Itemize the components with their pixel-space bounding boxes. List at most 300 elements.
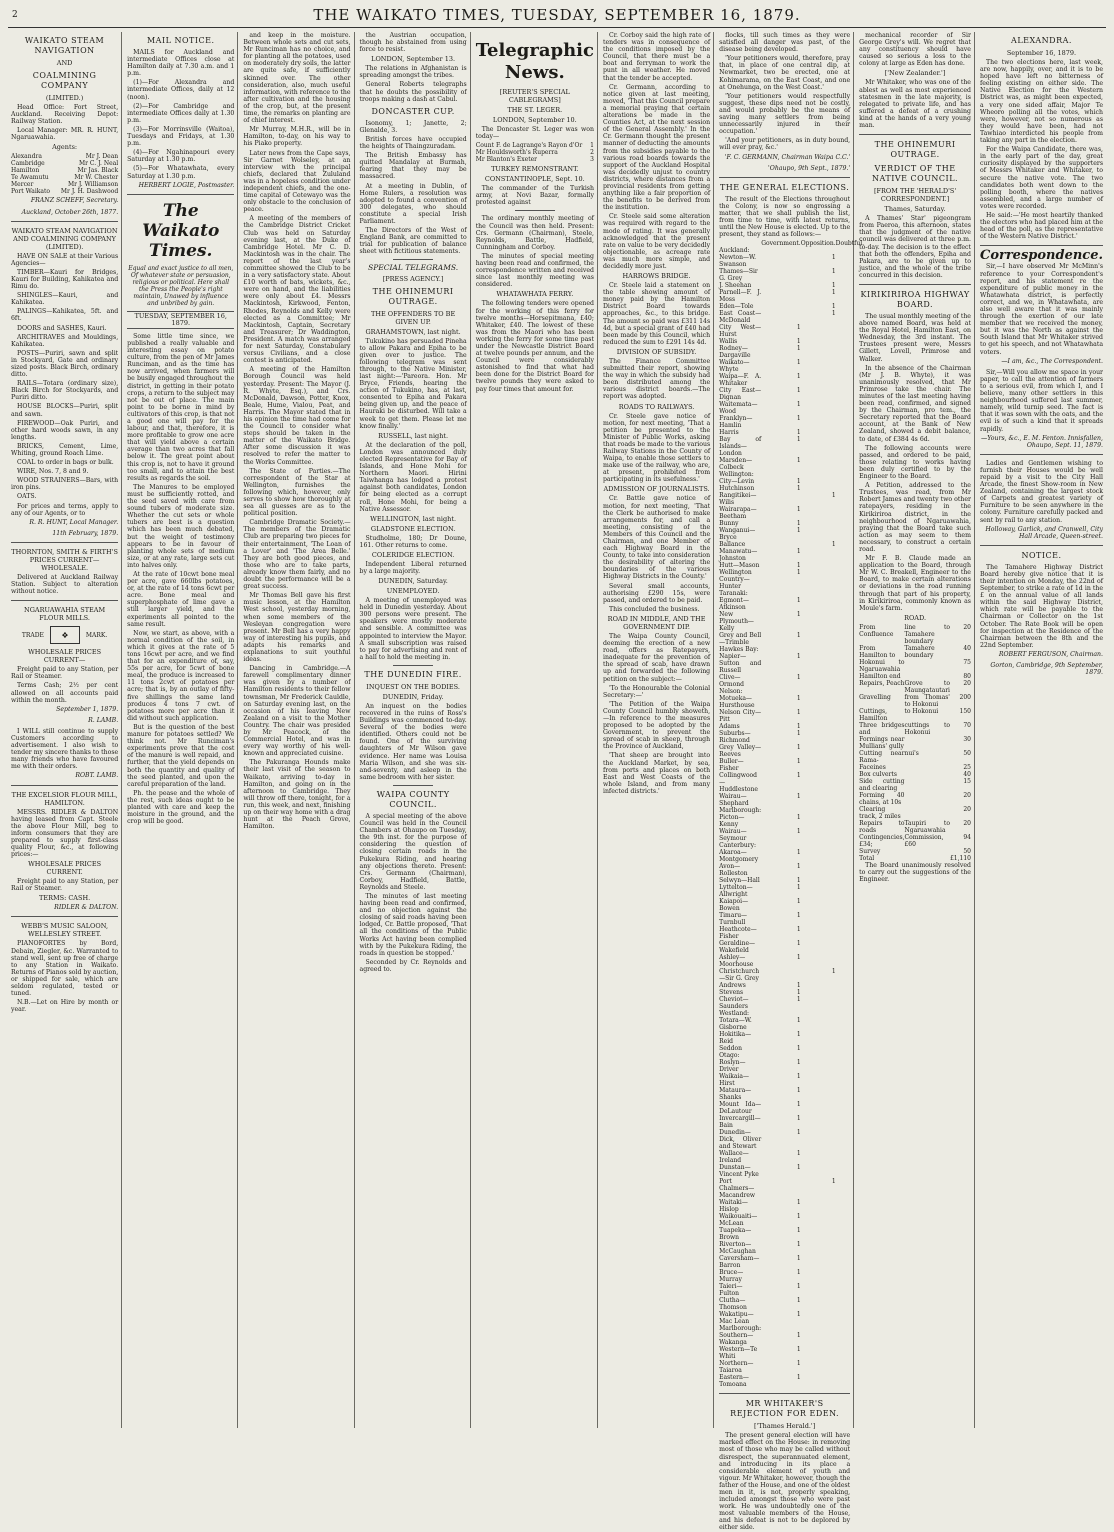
election-row xyxy=(719,478,864,485)
letter-text: Sir,—Will you allow me space in your paper, to call the attention of farmers to a serious evil, from which I, and I believe, many other settlers in this neighbourhood suffered last summer, namely, wild turnip seed. The fact is that it was sown with the oats, and the evil is of such a kind that it spreads rapidly. xyxy=(979,368,1104,433)
letter-signature: —I am, &c., The Correspondent. xyxy=(1001,357,1104,365)
section-heading: SPECIAL TELEGRAMS. xyxy=(368,263,459,273)
election-row xyxy=(719,828,864,842)
divider xyxy=(515,210,555,211)
ad-text: N.B.—Let on Hire by month or year. xyxy=(11,999,119,1014)
table-cell: 20 xyxy=(963,623,971,631)
election-row xyxy=(719,912,864,926)
schedule-title: ROAD. xyxy=(904,613,927,622)
news-text: General Roberts telegraphs that he doubts the possibility of troops making a dash at Cabul. xyxy=(359,81,467,103)
news-text: Mr Murray, M.H.R., will be in Hamilton, to-day, on his way to his Piako property. xyxy=(243,126,351,148)
news-text: Studholme, 180; Dr Doune, 161. Other returns to come. xyxy=(359,534,467,549)
table-cell: New Plymouth—Kelly xyxy=(719,611,754,633)
section-subheading: THE ST. LEGER. xyxy=(507,106,563,114)
ad-date: 11th February, 1879. xyxy=(52,529,119,537)
election-row xyxy=(719,709,864,723)
schedule-row xyxy=(859,708,971,722)
schedule-row xyxy=(859,659,971,673)
table-cell: 15 xyxy=(963,777,971,785)
table-cell xyxy=(801,646,836,653)
table-cell: 1 xyxy=(796,1087,801,1095)
ad-heading: WHOLESALE PRICES CURRENT— xyxy=(28,648,102,665)
table-cell: 1 xyxy=(796,1311,801,1319)
table-cell: Contingencies, £34; xyxy=(859,833,905,848)
table-cell xyxy=(801,429,836,436)
table-cell xyxy=(904,792,949,806)
table-cell: Invercargill—Bain xyxy=(719,1115,761,1130)
schedule-row xyxy=(859,771,971,778)
news-text: This concluded the business. xyxy=(608,605,700,613)
table-cell: 1 xyxy=(796,1269,801,1277)
table-cell: Hutt—Mason xyxy=(719,562,760,570)
ad-terms: TERMS: CASH. xyxy=(38,894,91,903)
table-cell xyxy=(801,793,836,807)
table-cell: Wanganui—Bryce xyxy=(719,527,756,542)
table-cell: 1 xyxy=(796,359,801,367)
column-header: Opposition. xyxy=(800,240,836,248)
table-cell: 1 xyxy=(796,898,801,906)
table-cell: 1 xyxy=(796,457,801,465)
table-cell: Egmont—Atkinson xyxy=(719,597,749,612)
table-cell xyxy=(801,1241,836,1255)
editorial-text: Now, we start, as above, with a normal condition of the soil, in which it gives at the rate of 5 tons 16cwt per acre, and we find that for an expenditure of, say, 55s per acre, for 5cwt of bone meal, the produce is increased to 11 tons 2cwt of potatoes per acre; that is, by an outlay of fifty-five shillings the same land produces 4 tons 7 cwt. of potatoes more per acre than it did without such application. xyxy=(127,629,235,722)
ad-signature: ROBT. LAMB. xyxy=(75,772,119,780)
dateline: WELLINGTON, last night. xyxy=(370,514,457,523)
table-cell xyxy=(801,1269,836,1283)
news-text: Cr. Steele said some alteration was required with regard to the mode of rating. It was generally acknowledged that the present rate on value to be very decidedly objectionable, as acreage rate was much more simple, and decidedly more just. xyxy=(602,213,711,270)
table-cell: Hamilton xyxy=(11,167,40,175)
table-cell: 1 xyxy=(796,387,801,395)
table-cell: Clive—Ormond xyxy=(719,674,744,689)
table-cell xyxy=(801,954,836,968)
table-cell xyxy=(801,1227,836,1241)
schedule-row xyxy=(859,624,971,645)
table-cell xyxy=(904,736,949,750)
table-cell: Wellington: xyxy=(719,471,754,479)
table-cell: Bruce—Murray xyxy=(719,1269,744,1284)
table-cell: Mr J. H. Dashwood xyxy=(60,188,119,196)
section-subheading: ['Thames Herald.'] xyxy=(754,1422,816,1431)
ad-text: MESSRS. RIDLER & DALTON having leased from Capt. Steele the above Flour Mill, beg to inform consumers that they are prepared to supply first-class quality Flour, &c., at following prices:— xyxy=(11,808,119,859)
ad-heading: THE EXCELSIOR FLOUR MILL, HAMILTON. xyxy=(11,790,118,807)
election-row xyxy=(719,562,864,569)
table-cell: 1 xyxy=(796,1255,801,1263)
table-cell xyxy=(801,597,836,611)
table-cell: Hutchinson xyxy=(719,485,755,493)
column-2 xyxy=(124,32,238,1428)
table-cell: Totara—W. Gisborne xyxy=(719,1017,752,1032)
st-leger-results xyxy=(476,142,594,163)
election-row xyxy=(719,1199,864,1213)
table-cell xyxy=(761,471,801,478)
table-cell: Avon—Rolleston xyxy=(719,863,748,878)
news-text: The Pakuranga Hounds make their last visit of the season to Waikato, arriving to-day in Hamilton, and going on in the afternoon to Cambridge. They will throw off there, tonight, for a run, this week, and next, finishing up on their way home with a drag hunt at the Peach Grove, Hamilton. xyxy=(243,759,351,831)
table-cell: Eden—Tole xyxy=(719,303,754,311)
table-cell: Total xyxy=(859,854,875,862)
table-cell: Bay of Islands—London xyxy=(719,436,762,458)
table-cell: 1 xyxy=(831,492,836,500)
ad-text: Delivered at Auckland Railway Station. Subject to alteration without notice. xyxy=(11,573,119,596)
news-text: The Waipa County Council, deeming the erection of a new road, offers as Ratepayers, inadequate for the prevention of the spread of scab, have drawn up and forwarded the following petition on the subject:— xyxy=(602,632,711,683)
issue-date: TUESDAY, SEPTEMBER 16, 1879. xyxy=(127,311,234,329)
divider xyxy=(11,542,118,543)
ad-text: I WILL still continue to supply Customers according to advertisement. I also wish to tender my sincere thanks to those many friends who have favoured me with their orders. xyxy=(11,727,119,771)
ad-text: PIANOFORTES by Bord, Debain, Ziegler, &c. Warranted to stand well, sent up free of charge to any Station in Waikato. Returns of Pianos sold by auction, or shipped for sale, which are seldom regulated, tested or tuned. xyxy=(11,940,119,998)
table-cell: 1 xyxy=(796,548,801,556)
election-row xyxy=(719,989,864,996)
agents-title: Agents: xyxy=(52,143,78,152)
table-cell: 1 xyxy=(796,849,801,857)
election-row xyxy=(719,877,864,884)
schedule-row xyxy=(859,778,971,792)
news-text: A meeting of unemployed was held in Dunedin yesterday. About 300 persons were present. The speakers were mostly moderate and sensible. A committee was appointed to interview the Mayor. A small subscription was raised to pay for advertising and rent of a hall to hold the meeting in. xyxy=(359,597,467,661)
editorial-text: But is the question of the best manure for potatoes settled? We think not. Mr Runciman's experiments prove that the cost of the manure is well repaid, and further, that the yield depends on both the quantity and quality of the seed planted, and upon the careful preparation of the land. xyxy=(127,723,235,788)
table-cell: Nelson City—Pitt xyxy=(719,709,762,724)
election-row xyxy=(719,1255,864,1269)
table-cell: 1 xyxy=(796,793,801,801)
election-row xyxy=(719,569,864,590)
table-cell: Wellington Country—Hunter xyxy=(719,569,752,591)
table-cell xyxy=(904,764,949,771)
table-cell xyxy=(801,842,836,849)
table-cell: From Confluence xyxy=(859,623,894,638)
table-cell: Motueka—Hursthouse xyxy=(719,695,755,710)
section-subheading: DIVISION OF SUBSIDY. xyxy=(616,347,697,356)
news-text: 'And your petitioners, as in duty bound, will ever pray, &c.' xyxy=(719,137,851,152)
table-cell: Hokitika—Reid xyxy=(719,1031,752,1046)
table-cell: Buller—Fisher xyxy=(719,758,744,773)
column-9 xyxy=(977,32,1106,1428)
ad-text: RAILS—Totara (ordinary size), Black Birch for Stockyards, and Puriri ditto. xyxy=(11,380,119,402)
table-cell: Heathcote—Fisher xyxy=(719,926,757,941)
table-cell: Marsden—Colbeck xyxy=(719,457,753,472)
ad-text: PALINGS—Kahikatea, 5ft. and 6ft. xyxy=(11,308,119,323)
election-row xyxy=(719,611,864,632)
table-cell xyxy=(801,1332,836,1346)
ad-text: HAVE ON SALE at their Various Agencies— xyxy=(11,252,119,267)
election-row xyxy=(719,1346,864,1360)
table-cell: 1 xyxy=(796,632,801,640)
table-cell: Roslyn—Driver xyxy=(719,1059,746,1074)
table-cell: 1 xyxy=(831,289,836,297)
news-text: He said:—'He most heartily thanked the electors who had placed him at the head of the poll, as the representative of the Western Native District.' xyxy=(979,211,1104,241)
table-cell xyxy=(801,1129,836,1150)
table-cell xyxy=(801,1010,836,1017)
section-subheading: THE OFFENDERS TO BE GIVEN UP. xyxy=(370,309,456,326)
table-cell: 1 xyxy=(796,506,801,514)
table-cell: Grey Valley—Reeves xyxy=(719,744,762,759)
table-cell: Napier—Sutton and Russell xyxy=(719,653,762,675)
table-cell: Thames—Sir G. Grey xyxy=(719,268,758,283)
table-cell xyxy=(801,1311,836,1325)
table-cell xyxy=(801,1017,836,1031)
table-cell: Gravelling xyxy=(859,693,891,701)
divider xyxy=(11,785,118,786)
divider xyxy=(127,194,234,195)
news-text: The Directors of the West of England Bank, are committed to trial for publication of balance sheet with fictitious statements. xyxy=(359,227,467,256)
table-cell xyxy=(801,436,836,457)
table-cell xyxy=(801,653,836,674)
table-cell: Hawkes Bay: xyxy=(719,646,759,654)
news-text: The State of Parties.—The correspondent of the Star at Wellington, furnishes the following which, however, only serves to show how thoroughly at sea all guesses are as to the political position. xyxy=(243,467,351,518)
table-cell: 1 xyxy=(831,541,836,549)
table-cell: 50 xyxy=(963,847,971,855)
election-row xyxy=(719,688,864,695)
ad-text: Local Manager: MR. R. HUNT, Ngaruawahia. xyxy=(11,127,119,142)
table-cell: 1 xyxy=(796,429,801,437)
table-cell: Mount Ida—DeLautour xyxy=(719,1101,762,1116)
table-cell: Commission, £60 xyxy=(904,833,944,848)
news-text: The ordinary monthly meeting of the Council was then held. Present: Crs. Germann (Chairman), Steele, Reynolds, Battle, Hadfield, Cunningham and Corboy. xyxy=(475,215,594,251)
dateline: LONDON, September 13. xyxy=(371,55,456,64)
table-cell: Mr J. Williamson xyxy=(67,181,119,189)
table-cell: 1 xyxy=(831,303,836,311)
ad-text: FIREWOOD—Oak Puriri, and other hard woods sawn, in any lengths. xyxy=(11,419,119,441)
table-cell: 1 xyxy=(831,254,836,262)
table-cell: 1 xyxy=(796,1101,801,1109)
election-row xyxy=(719,842,864,849)
election-row xyxy=(719,632,864,646)
column-5 xyxy=(473,32,598,1428)
election-row xyxy=(719,996,864,1010)
table-cell xyxy=(801,1255,836,1269)
table-cell: 70 xyxy=(963,721,971,729)
news-text: The Finance Committee submitted their report, showing the way in which the subsidy had been distributed among the various district boards.—The report was adopted. xyxy=(602,357,711,401)
table-cell xyxy=(801,562,836,569)
notice-text: (3)—For Morrinsville (Waitoa), Tuesdays and Fridays, at 1.30 p.m. xyxy=(127,125,235,148)
table-cell: 1 xyxy=(796,996,801,1004)
table-cell: Port Chalmers—Macandrew xyxy=(719,1178,756,1200)
table-cell xyxy=(801,1052,836,1059)
schedule-row xyxy=(859,722,971,736)
result-row xyxy=(476,149,594,156)
news-text: The result of the Elections throughout the Colony, is now so engrossing a matter, that we shall publish the list, from time to time, with latest returns, until the New House is elected. Up to the present, they stand as follows:— xyxy=(719,195,851,239)
news-text: 'To the Honourable the Colonial Secretary:—' xyxy=(602,684,711,699)
table-cell: 1 xyxy=(796,401,801,409)
election-row xyxy=(719,401,864,415)
table-cell xyxy=(761,646,801,653)
table-cell: Marlborough: xyxy=(719,807,762,815)
news-text: Mr Whitaker, who was one of the ablest as well as most experienced statesmen in the late majority, is relegated to private life, and has suffered a defeat of a crushing kind at the hands of a very young man. xyxy=(859,79,971,130)
election-row xyxy=(719,744,864,758)
table-cell: 25 xyxy=(963,763,971,771)
dateline: DUNEDIN, Saturday. xyxy=(378,577,448,586)
table-cell: Cuttings, Hamilton xyxy=(859,707,888,722)
table-cell: 1 xyxy=(796,1346,801,1354)
election-row xyxy=(719,982,864,989)
table-cell: 1 xyxy=(796,982,801,990)
table-cell: Caversham—Barron xyxy=(719,1255,760,1270)
column-3 xyxy=(240,32,354,1428)
divider xyxy=(980,454,1103,455)
ad-text: Terms Cash; 2½ per cent allowed on all accounts paid within the month. xyxy=(11,682,119,704)
election-row xyxy=(719,590,864,597)
election-row xyxy=(719,1213,864,1227)
ad-text: Freight paid to any Station, per Rail or Steamer. xyxy=(11,666,119,681)
election-row xyxy=(719,254,864,268)
table-cell: 2 xyxy=(590,149,594,157)
table-cell: Wakatipu—Mac Lean xyxy=(719,1311,754,1326)
schedule-row xyxy=(859,673,971,680)
section-heading: MAIL NOTICE. xyxy=(146,36,215,45)
table-cell xyxy=(801,1115,836,1129)
election-row xyxy=(719,1227,864,1241)
table-cell xyxy=(801,548,836,562)
trade-label: TRADE xyxy=(21,631,44,639)
election-row xyxy=(719,1297,864,1311)
election-row xyxy=(719,793,864,807)
ad-text: SHINGLES—Kauri, and Kahikatea. xyxy=(11,292,119,307)
table-cell xyxy=(761,492,801,506)
ad-text: COAL to order in bags or bulk. xyxy=(17,459,114,467)
divider xyxy=(859,284,971,285)
agent-row xyxy=(11,188,118,195)
table-cell: 1 xyxy=(796,1059,801,1067)
table-cell xyxy=(801,926,836,940)
table-cell xyxy=(801,401,836,415)
news-text: Cr. Corboy said the high rate of tenders was in consequence of the conditions imposed by the Council, that there must be a boat and ferryman to work the punt in all weather. He moved that the tender be accepted. xyxy=(602,32,711,82)
table-cell: Te Awamutu xyxy=(11,174,49,182)
table-cell: 20 xyxy=(963,819,971,827)
news-text: A meeting of the Hamilton Borough Council was held yesterday. Present: The Mayor (J. R. Whyte, Esq.), and Crs. McDonald, Dawson, Potter, Knox, Beale, Hume, Vialou, Peat, and Harris. The Mayor stated that in his opinion the time had come for the Council to consider what steps should be taken in the matter of the Waikato Bridge. After some discussion it was resolved to refer the matter to the Works Committee. xyxy=(243,366,351,466)
table-cell xyxy=(801,1360,836,1374)
ad-text: WOOD STRAINERS—Bars, with iron pins. xyxy=(11,477,119,492)
column-header: Doubtful. xyxy=(835,240,865,248)
election-row xyxy=(719,520,864,527)
election-row xyxy=(719,1101,864,1115)
election-row xyxy=(719,527,864,541)
column-4 xyxy=(357,32,471,1428)
table-cell xyxy=(801,898,836,912)
ad-text: ARCHITRAVES and Mouldings, Kahikatea. xyxy=(11,333,119,348)
table-cell: 1 xyxy=(796,940,801,948)
table-cell: Kaiapoi—Bowen xyxy=(719,898,749,913)
table-cell xyxy=(801,877,836,884)
news-text: A Thames' Star' pigeongram from Paeroa, this afternoon, states that the judgment of the native council was delivered at three p.m. to-day. The decision is to the effect that both the offenders, Epiha and Pakara, are to be given up to justice, and the whole of the tribe concurred in this decision. xyxy=(859,215,971,279)
news-text: An inquest on the bodies recovered in the ruins of Ross's Buildings was commenced to-day. Several of the bodies were identified. Others could not be found. One of the surviving daughters of Mr Wilson gave evidence. Her name was Louisa Maria Wilson, and she was six-and-seventy, and asleep in the same bedroom with her sister. xyxy=(359,702,467,781)
agent-row xyxy=(11,181,118,188)
news-text: The commander of the Turkish army, at Novi Bazar, formally protested against xyxy=(475,185,594,207)
agent-row xyxy=(11,153,118,160)
section-heading: Correspondence. xyxy=(979,248,1104,264)
table-cell: 20 xyxy=(963,805,971,813)
table-cell xyxy=(801,688,836,695)
table-cell xyxy=(761,590,801,597)
table-cell: 1 xyxy=(796,877,801,885)
table-cell: Newton—W. Swanson xyxy=(719,254,756,269)
ad-signature: FRANZ SCHEFF, Secretary. xyxy=(30,197,119,205)
table-cell: 1 xyxy=(796,1115,801,1123)
ad-text: POSTS—Puriri, sawn and split in Stockyard, Gate and ordinary sized posts. Black Birch, ordinary ditto. xyxy=(11,349,119,379)
table-cell: 80 xyxy=(963,672,971,680)
table-cell: Mercer xyxy=(11,181,34,189)
schedule-row xyxy=(859,834,971,848)
table-cell: Auckland: xyxy=(719,247,750,255)
trade-mark xyxy=(11,626,118,644)
election-row xyxy=(719,1052,864,1059)
table-cell xyxy=(801,1283,836,1297)
election-row xyxy=(719,324,864,338)
dateline: DUNEDIN, Friday. xyxy=(382,692,444,701)
ad-text: TIMBER—Kauri for Bridges, Kauri for Building, Kahikatea and Rimu do. xyxy=(11,268,119,291)
table-cell: Taupiri to Ngaruawahia xyxy=(904,819,950,834)
table-cell: City West—Hurst xyxy=(719,324,762,339)
section-subheading: COLERIDGE ELECTION. xyxy=(371,550,455,559)
news-text: The Doncaster St. Leger was won today— xyxy=(475,126,594,141)
agent-row xyxy=(11,174,118,181)
table-cell xyxy=(801,912,836,926)
editorial-text: Ph. the pease and the whole of the rest, such ideas ought to be planted with care and keep the moisture in the ground, and the crop will be good. xyxy=(127,789,235,826)
section-subheading: TURKEY REMONSTRANT. xyxy=(491,165,579,174)
news-text: 'Your petitioners would respectfully suggest, these dips need not be costly, and would probably be the means of saving many settlers from being unnecessarily injured in their occupation.' xyxy=(719,92,851,136)
table-cell xyxy=(801,989,836,996)
news-text: Independent Liberal returned by a large majority. xyxy=(359,560,467,575)
table-cell: Hamilton end xyxy=(859,672,901,680)
table-cell: Grove to Maungatautari xyxy=(904,679,950,694)
election-row xyxy=(719,1374,864,1388)
table-cell: 1 xyxy=(796,723,801,731)
table-cell xyxy=(801,1087,836,1101)
election-row xyxy=(719,758,864,772)
table-cell xyxy=(801,471,836,478)
election-row xyxy=(719,1283,864,1297)
table-cell: 1 xyxy=(796,1360,801,1368)
table-cell xyxy=(801,457,836,471)
table-cell: Faceines xyxy=(859,763,886,771)
schedule-row xyxy=(859,645,971,659)
trade-mark-icon: ❖ xyxy=(50,626,80,644)
table-cell: Clearing track, 2 miles xyxy=(859,805,901,820)
table-cell: J. Sheehan xyxy=(719,282,752,290)
result-row xyxy=(476,156,594,163)
table-cell xyxy=(904,855,949,862)
table-cell: Tamahere boundary xyxy=(904,644,935,659)
election-row xyxy=(719,954,864,968)
table-cell xyxy=(801,345,836,359)
table-cell: 1 xyxy=(796,772,801,780)
table-cell xyxy=(761,1325,801,1332)
column-header: Government. xyxy=(761,240,801,248)
table-cell xyxy=(761,254,801,268)
table-cell: Otago: xyxy=(719,1052,740,1060)
table-cell xyxy=(801,338,836,345)
table-cell xyxy=(801,247,836,254)
section-heading: THE OHINEMURI OUTRAGE. xyxy=(874,140,956,160)
section-heading: ALEXANDRA. xyxy=(1011,36,1072,45)
news-text: A special meeting of the above Council was held in the Council Chambers at Ohaupo on Tuesday, the 9th inst. for the purpose of considering the question of closing certain roads in the Pukekura Riding, and hearing any objections thereto. Present: Crs. Germann (Chairman), Corboy, Hadfield, Battle, Reynolds and Steele. xyxy=(359,812,467,891)
news-text: Dancing in Cambridge.—A farewell complimentary dinner was given by a number of Hamilton residents to their fellow townsman, Mr Frederick Cauldle, on Saturday evening last, on the occasion of his leaving New Zealand on a visit to the Mother Country. The chair was presided by Mr Peacock, of the Commercial Hotel, and was in every way worthy of his well-known and appreciated cuisine. xyxy=(243,665,351,758)
dateline: GRAHAMSTOWN, last night. xyxy=(365,327,461,336)
table-cell: City East—Dignan xyxy=(719,387,762,402)
table-cell: 75 xyxy=(963,658,971,666)
table-cell: 1 xyxy=(796,744,801,752)
divider xyxy=(393,259,433,260)
table-cell xyxy=(761,1010,801,1017)
news-text: 'Your petitioners would, therefore, pray that, in place of one central dip, at Newmarket, two be erected, one at Kohimarama, on the East Coast, and one at Onehunga, on the West Coast.' xyxy=(719,55,851,91)
table-cell: Hokonui to Ngaruawahia xyxy=(859,658,905,673)
table-cell: 1 xyxy=(796,730,801,738)
election-row xyxy=(719,1031,864,1045)
divider xyxy=(719,1393,850,1394)
table-cell: 1 xyxy=(796,926,801,934)
table-cell: Cheviot—Saunders xyxy=(719,996,749,1011)
news-text: The minutes of last meeting having been read and confirmed, and no objection against the closing of said roads having been lodged, Cr. Battle proposed, 'That all the conditions of the Public Works Act having been complied with by the Pukekura Riding, the roads in question be stopped.' xyxy=(359,892,467,957)
election-row xyxy=(719,772,864,793)
table-cell: 40 xyxy=(963,644,971,652)
table-cell xyxy=(801,730,836,744)
section-heading: WAIPA COUNTY COUNCIL. xyxy=(376,789,450,809)
table-cell: Parnell—F. J. Moss xyxy=(719,289,762,304)
